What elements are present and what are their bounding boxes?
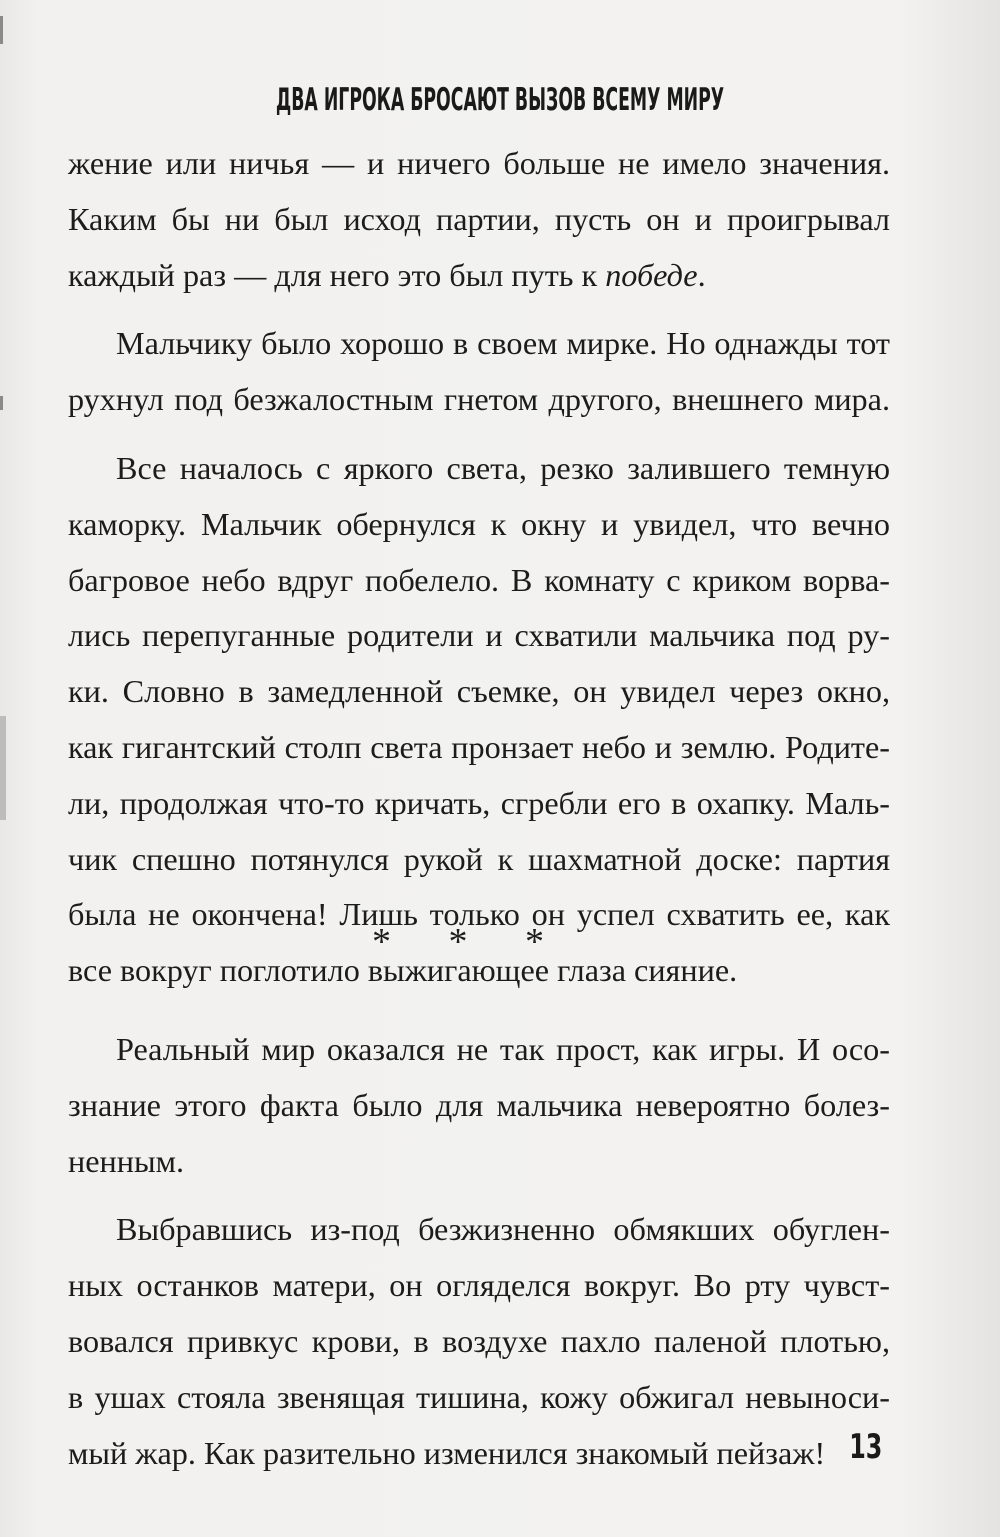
text-line: ных останков матери, он огляделся вокруг. Во рту чувст- <box>68 1267 890 1304</box>
text-span: каждый раз — для него это был путь к <box>68 256 606 293</box>
text-line: знание этого факта было для мальчика невероятно болез- <box>68 1086 890 1123</box>
text-line: мый жар. Как разительно изменился знакомый пейзаж! <box>68 1434 826 1471</box>
text-span: . <box>697 256 706 293</box>
text-line: как гигантский столп света пронзает небо и землю. Родите- <box>68 728 890 765</box>
page-edge-mark <box>0 396 3 410</box>
text-line: все вокруг поглотило выжигающее глаза сияние. <box>68 952 738 989</box>
text-line: Все началось с яркого света, резко залившего темную <box>116 449 890 486</box>
text-line: ли, продолжая что-то кричать, сгребли его в охапку. Маль- <box>68 784 890 821</box>
text-line: багровое небо вдруг побелело. В комнату с криком ворва- <box>68 561 890 598</box>
text-line: в ушах стояла звенящая тишина, кожу обжигал невыноси- <box>68 1378 890 1415</box>
page-number: 13 <box>848 1427 882 1467</box>
text-line: рухнул под безжалостным гнетом другого, внешнего мира. <box>68 381 890 418</box>
text-line: Выбравшись из-под безжизненно обмякших обуглен- <box>116 1211 890 1248</box>
page-edge-mark <box>0 16 3 44</box>
text-line: каморку. Мальчик обернулся к окну и увидел, что вечно <box>68 505 890 542</box>
text-line: Реальный мир оказался не так прост, как игры. И осо- <box>116 1031 890 1067</box>
text-line: вовался привкус крови, в воздухе пахло паленой плотью, <box>68 1322 890 1359</box>
emphasis-word: победе <box>605 256 698 293</box>
text-line: Мальчику было хорошо в своем мирке. Но однажды тот <box>116 325 890 362</box>
section-separator: * * * <box>372 921 568 963</box>
text-line: ки. Словно в замедленной съемке, он увидел через окно, <box>68 673 890 710</box>
page-edge-shadow <box>0 716 6 820</box>
body-text-block-1 <box>68 136 890 999</box>
text-line: Каким бы ни был исход партии, пусть он и проигрывал <box>68 200 890 237</box>
text-line: чик спешно потянулся рукой к шахматной доске: партия <box>68 840 890 877</box>
text-line: была не окончена! Лишь только он успел схватить ее, как <box>68 896 890 933</box>
text-line <box>68 248 890 304</box>
running-head: ДВА ИГРОКА БРОСАЮТ ВЫЗОВ ВСЕМУ МИРУ <box>275 82 725 118</box>
text-line: жение или ничья — и ничего больше не имело значения. <box>68 145 890 181</box>
text-line: лись перепуганные родители и схватили мальчика под ру- <box>68 617 890 654</box>
body-text-block-2 <box>68 1022 890 1481</box>
text-line: ненным. <box>68 1142 185 1179</box>
